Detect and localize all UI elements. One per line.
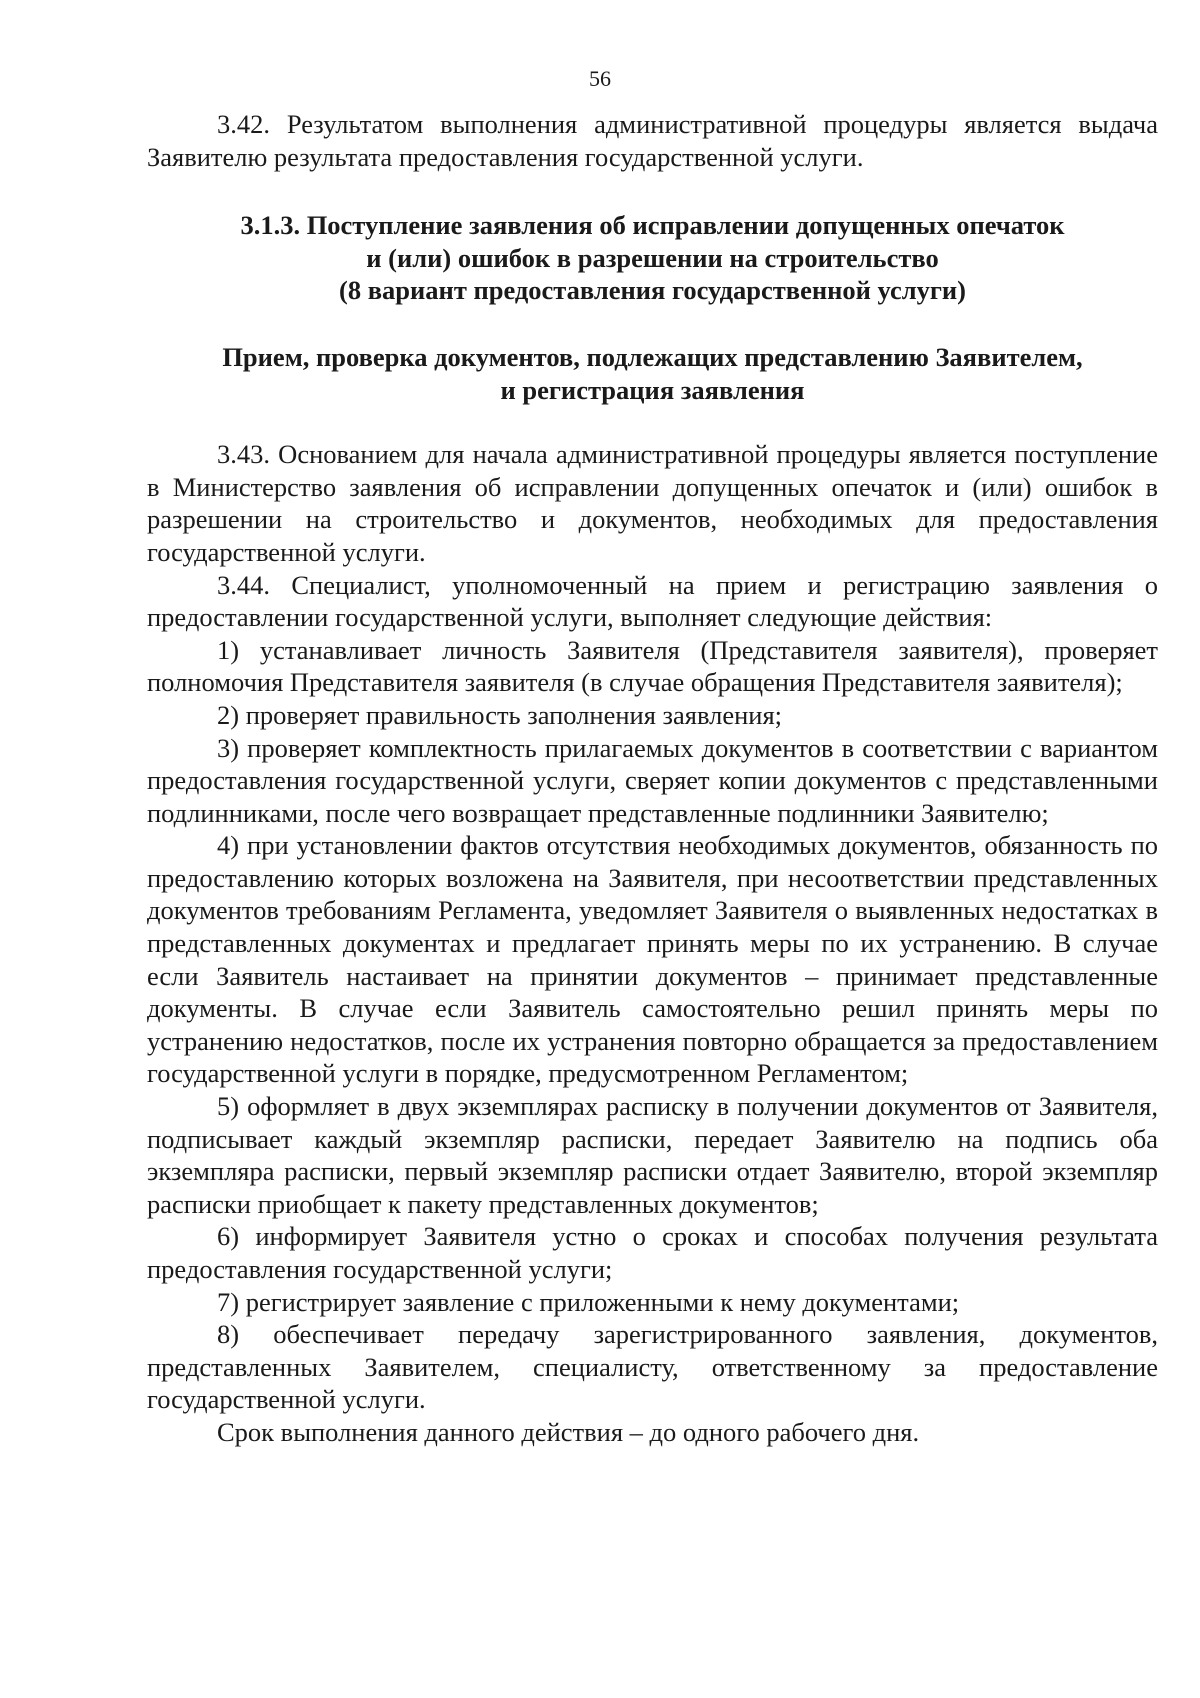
- list-item-4: 4) при установлении фактов отсутствия необходимых документов, обязанность по предоставлению которых возложена на Заявителя, при несоответствии представленных документов требованиям Регламента, уведомляет Заявителя о выявленных недостатках в представленных документах и предлагает принять меры по их устранению. В случае если Заявитель настаивает на принятии документов – принимает представленные документы. В случае если Заявитель самостоятельно решил принять меры по устранению недостатков, после их устранения повторно обращается за предоставлением государственной услуги в порядке, предусмотренном Регламентом;: [147, 830, 1158, 1089]
- list-item-8: 8) обеспечивает передачу зарегистрированного заявления, документов, представленных Заявителем, специалисту, ответственному за предоставление государственной услуги.: [147, 1319, 1158, 1415]
- list-item-7: 7) регистрирует заявление с приложенными к нему документами;: [217, 1286, 960, 1317]
- list-item-2: 2) проверяет правильность заполнения заявления;: [217, 699, 783, 730]
- list-item-3: 3) проверяет комплектность прилагаемых документов в соответствии с вариантом предоставления государственной услуги, сверяет копии документов с представленными подлинниками, после чего возвращает представленные подлинники Заявителю;: [147, 732, 1158, 828]
- section-heading: [147, 209, 1158, 307]
- section-heading-line-2: и (или) ошибок в разрешении на строительство: [366, 242, 939, 273]
- paragraph-3-44: 3.44. Специалист, уполномоченный на прием и регистрацию заявления о предоставлении государственной услуги, выполняет следующие действия:: [147, 569, 1158, 633]
- page-number: 56: [589, 66, 611, 91]
- section-heading-line-3: (8 вариант предоставления государственной услуги): [339, 275, 966, 306]
- list-item-5: 5) оформляет в двух экземплярах расписку в получении документов от Заявителя, подписывает каждый экземпляр расписки, передает Заявителю на подпись оба экземпляра расписки, первый экземпляр расписки отдает Заявителю, второй экземпляр расписки приобщает к пакету представленных документов;: [147, 1091, 1158, 1219]
- document-body: [147, 108, 1158, 1449]
- list-item-1: 1) устанавливает личность Заявителя (Представителя заявителя), проверяет полномочия Представителя заявителя (в случае обращения Представителя заявителя);: [147, 634, 1158, 698]
- paragraph-deadline: Срок выполнения данного действия – до одного рабочего дня.: [217, 1416, 920, 1447]
- subsection-heading-line-1: Прием, проверка документов, подлежащих представлению Заявителем,: [222, 341, 1083, 372]
- paragraph-3-42: 3.42. Результатом выполнения административной процедуры является выдача Заявителю результата предоставления государственной услуги.: [147, 109, 1158, 172]
- paragraph-3-43: 3.43. Основанием для начала административной процедуры является поступление в Министерство заявления об исправлении допущенных опечаток и (или) ошибок в разрешении на строительство и документов, необходимых для предоставления государственной услуги.: [147, 439, 1158, 567]
- subsection-heading: [147, 341, 1158, 406]
- section-heading-line-1: 3.1.3. Поступление заявления об исправлении допущенных опечаток: [240, 210, 1065, 241]
- list-item-6: 6) информирует Заявителя устно о сроках и способах получения результата предоставления государственной услуги;: [147, 1221, 1158, 1284]
- subsection-heading-line-2: и регистрация заявления: [500, 374, 805, 405]
